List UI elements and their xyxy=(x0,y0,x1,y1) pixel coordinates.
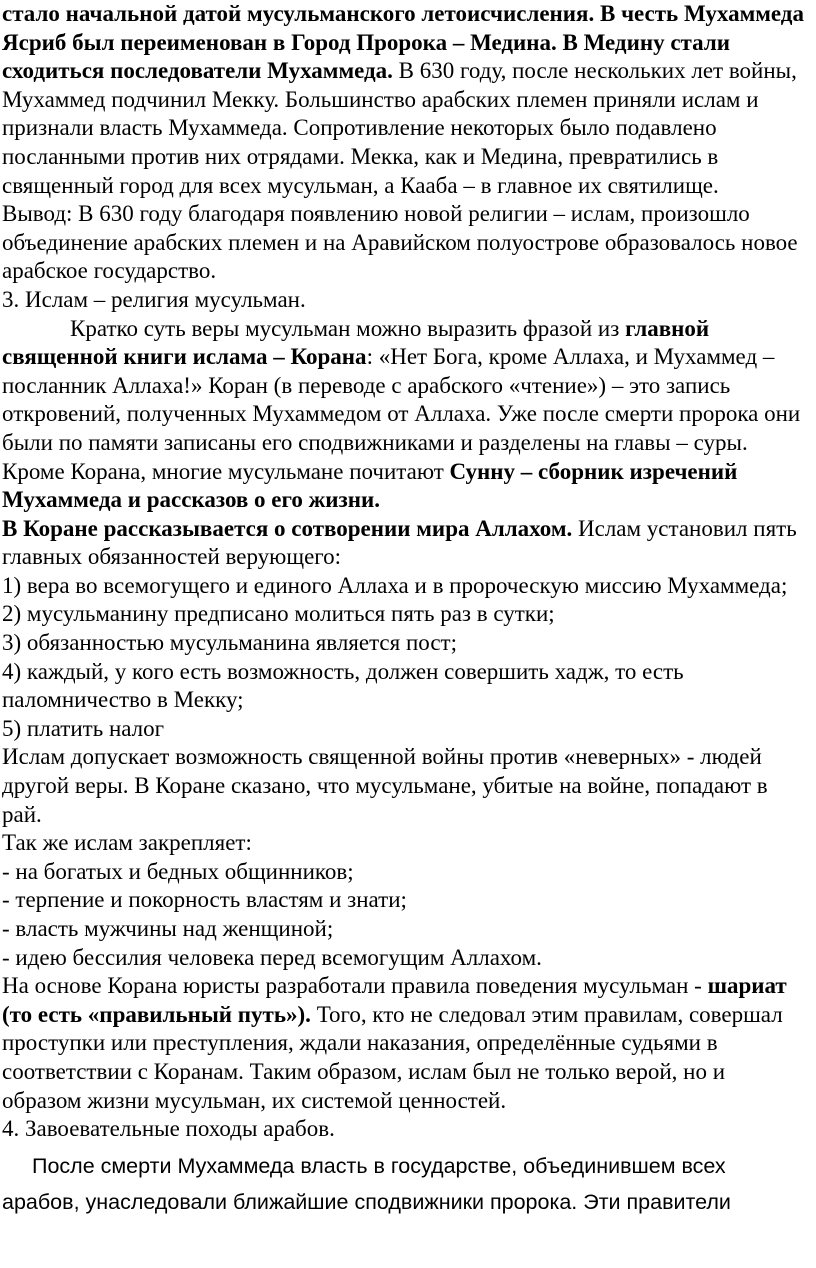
body-text: : «Нет Бога, кроме Аллаха, и Мухаммед – посланник Аллаха!» Коран (в переводе с арабского «чтение») – это запись откровений, полученных Мухаммедом от Аллаха. Уже после смерти пророка они были по памяти записаны его сподвижниками и разделены на главы – суры. Кроме Корана, многие мусульмане почитают xyxy=(2,344,801,484)
section-heading-conquests: 4. Завоевательные походы арабов. xyxy=(2,1116,335,1142)
section-heading-islam: 3. Ислам – религия мусульман. xyxy=(2,286,306,312)
list-item-also: - власть мужчины над женщиной; xyxy=(2,916,334,941)
bold-text: В Коране рассказывается о сотворении мира Аллахом. xyxy=(2,515,573,541)
body-text: На основе Корана юристы разработали правила поведения мусульман - xyxy=(2,973,708,999)
body-text: Кратко суть веры мусульман можно выразить фразой из xyxy=(70,315,626,341)
bold-text: стало начальной датой мусульманского летоисчисления. В честь Мухаммеда Ясриб был переименован в Город Пророка – Медина. В Медину стали сходиться последователи Мухаммеда. xyxy=(2,1,804,84)
body-text: Ислам установил пять главных обязанностей верующего: xyxy=(2,515,797,570)
paragraph-creation xyxy=(2,515,808,572)
list-item-duty: 3) обязанностью мусульманина является пост; xyxy=(2,630,457,656)
document-body xyxy=(2,0,808,1144)
paragraph-also-intro: Так же ислам закрепляет: xyxy=(2,830,252,856)
bold-text: главной священной книги ислама – Корана xyxy=(2,315,710,370)
bold-text: шариат (то есть «правильный путь»). xyxy=(2,973,787,1027)
list-item-duty: 2) мусульманину предписано молиться пять раз в сутки; xyxy=(2,601,555,627)
list-item-duty: 1) вера во всемогущего и единого Аллаха и в пророческую миссию Мухаммеда; xyxy=(2,572,788,598)
paragraph-after-death: После смерти Мухаммеда власть в государстве, объединившем всех арабов, унаследовали ближайшие сподвижники пророка. Эти правители xyxy=(2,1153,731,1214)
bold-text: Сунну – сборник изречений Мухаммеда и рассказов о его жизни. xyxy=(2,458,738,513)
list-item-also: - на богатых и бедных общинников; xyxy=(2,858,354,884)
paragraph-holy-war: Ислам допускает возможность священной войны против «неверных» - людей другой веры. В Коране сказано, что мусульмане, убитые на войне, попадают в рай. xyxy=(2,744,768,827)
body-text: Того, кто не следовал этим правилам, совершал проступки или преступления, ждали наказания, определённые судьями в соответствии с Коранам. Таким образом, ислам был не только верой, но и образом жизни мусульман, их системой ценностей. xyxy=(2,1001,783,1113)
paragraph-conclusion: Вывод: В 630 году благодаря появлению новой религии – ислам, произошло объединение арабских племен и на Аравийском полуострове образовалось новое арабское государство. xyxy=(2,201,798,284)
body-text: В 630 году, после нескольких лет войны, Мухаммед подчинил Мекку. Большинство арабских племен приняли ислам и признали власть Мухаммеда. Сопротивление некоторых было подавлено посланными против них отрядами. Мекка, как и Медина, превратились в священный город для всех мусульман, а Кааба – в главное их святилище. xyxy=(2,58,797,198)
list-item-also: - идею бессилия человека перед всемогущим Аллахом. xyxy=(2,944,542,970)
paragraph-medina xyxy=(2,0,808,200)
list-item-also: - терпение и покорность властям и знати; xyxy=(2,887,407,913)
list-item-duty: 5) платить налог xyxy=(2,715,165,741)
paragraph-quran xyxy=(2,315,808,515)
list-item-duty: 4) каждый, у кого есть возможность, должен совершить хадж, то есть паломничество в Мекку; xyxy=(2,658,684,713)
paragraph-sharia xyxy=(2,972,808,1115)
